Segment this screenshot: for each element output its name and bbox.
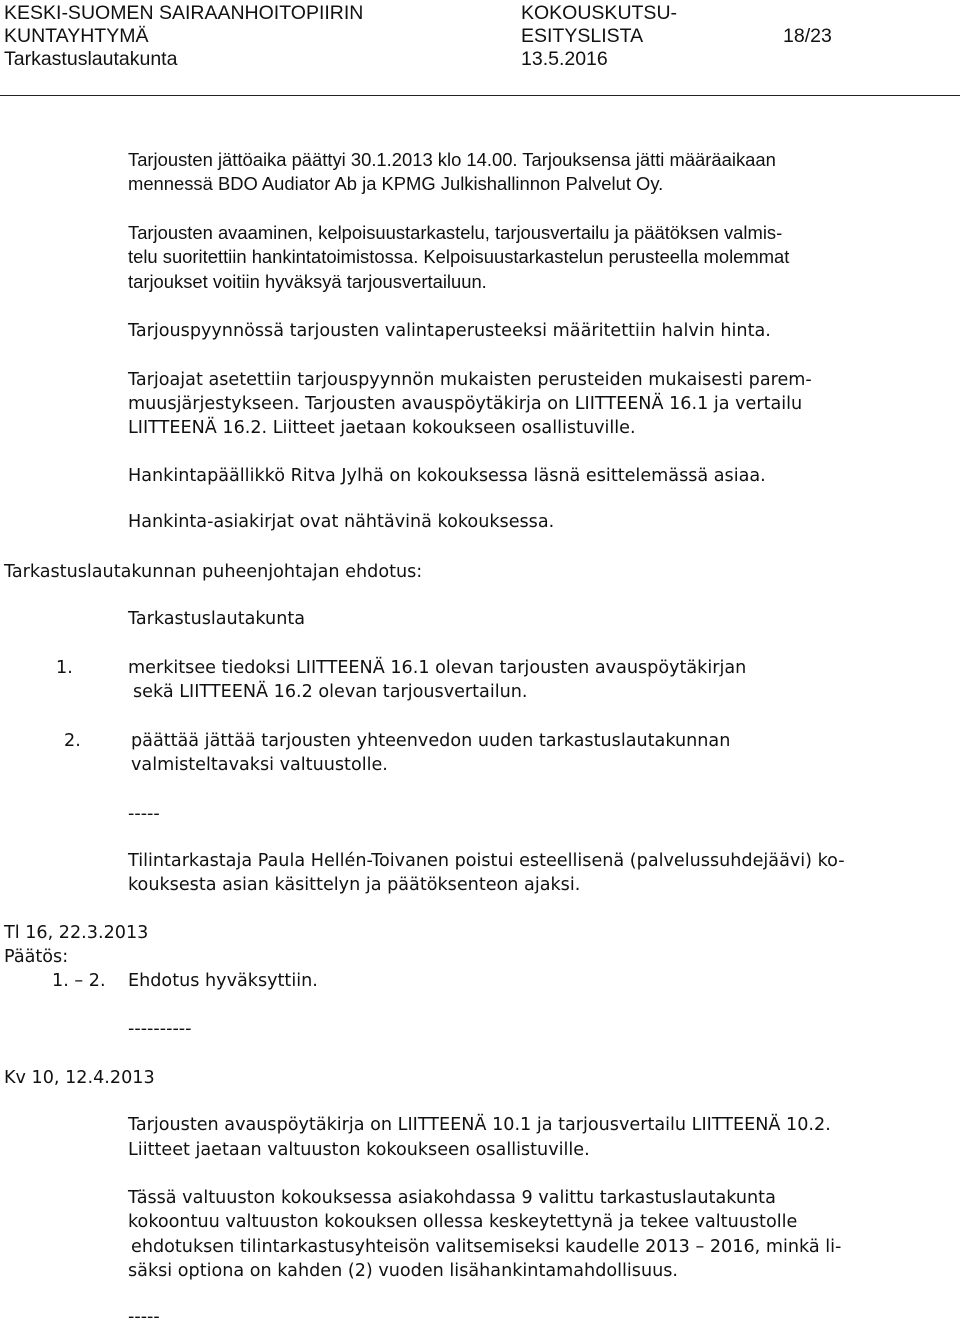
separator: ----- bbox=[128, 1307, 160, 1327]
doc-type-line1: KOKOUSKUTSU- bbox=[521, 2, 678, 24]
org-name-line1: KESKI-SUOMEN SAIRAANHOITOPIIRIN bbox=[4, 2, 364, 24]
paragraph-line: Tarjoajat asetettiin tarjouspyynnön mukaisten perusteiden mukaisesti parem- bbox=[128, 370, 812, 390]
meeting-reference: Kv 10, 12.4.2013 bbox=[4, 1068, 155, 1088]
paragraph-line: tarjoukset voitiin hyväksyä tarjousvertailuun. bbox=[128, 271, 487, 292]
paragraph-line: Tarjousten avauspöytäkirja on LIITTEENÄ 10.1 ja tarjousvertailu LIITTEENÄ 10.2. bbox=[128, 1115, 831, 1135]
doc-type-line2: ESITYSLISTA bbox=[521, 25, 644, 47]
paragraph-line: kokoontuu valtuuston kokouksen ollessa keskeytettynä ja tekee valtuustolle bbox=[128, 1212, 798, 1232]
paragraph-line: Tässä valtuuston kokouksessa asiakohdassa 9 valittu tarkastuslautakunta bbox=[128, 1188, 776, 1208]
paragraph-line: Hankintapäällikkö Ritva Jylhä on kokouksessa läsnä esittelemässä asiaa. bbox=[128, 466, 766, 486]
header-body-name: Tarkastuslautakunta bbox=[4, 48, 178, 70]
paragraph-line: muusjärjestykseen. Tarjousten avauspöytäkirja on LIITTEENÄ 16.1 ja vertailu bbox=[128, 394, 803, 414]
item-number: 2. bbox=[64, 731, 81, 751]
header-date: 13.5.2016 bbox=[521, 48, 608, 70]
paragraph-line: ehdotuksen tilintarkastusyhteisön valitsemiseksi kaudelle 2013 – 2016, minkä li- bbox=[131, 1237, 842, 1257]
paragraph-line: Tarjousten jättöaika päättyi 30.1.2013 klo 14.00. Tarjouksensa jätti määräaikaan bbox=[128, 149, 776, 170]
separator: ---------- bbox=[128, 1019, 192, 1039]
proposal-heading: Tarkastuslautakunnan puheenjohtajan ehdotus: bbox=[4, 562, 423, 582]
paragraph-line: Tarjousten avaaminen, kelpoisuustarkastelu, tarjousvertailu ja päätöksen valmis- bbox=[128, 222, 783, 243]
item-number: 1. bbox=[56, 658, 73, 678]
paragraph-line: säksi optiona on kahden (2) vuoden lisähankintamahdollisuus. bbox=[128, 1261, 679, 1281]
proposal-subject: Tarkastuslautakunta bbox=[128, 609, 306, 629]
paragraph-line: mennessä BDO Audiator Ab ja KPMG Julkishallinnon Palvelut Oy. bbox=[128, 173, 664, 194]
list-item: sekä LIITTEENÄ 16.2 olevan tarjousvertailun. bbox=[133, 682, 528, 702]
page-header bbox=[0, 0, 960, 96]
paragraph-line: telu suoritettiin hankintatoimistossa. Kelpoisuustarkastelun perusteella molemmat bbox=[128, 246, 790, 267]
separator: ----- bbox=[128, 804, 160, 824]
paragraph-line: Tilintarkastaja Paula Hellén-Toivanen poistui esteellisenä (palvelussuhdejäävi) ko- bbox=[128, 851, 845, 871]
paragraph-line: Liitteet jaetaan valtuuston kokoukseen osallistuville. bbox=[128, 1140, 590, 1160]
paragraph-line: Tarjouspyynnössä tarjousten valintaperusteeksi määritettiin halvin hinta. bbox=[128, 321, 771, 341]
decision-text: Ehdotus hyväksyttiin. bbox=[128, 971, 318, 991]
list-item: merkitsee tiedoksi LIITTEENÄ 16.1 olevan tarjousten avauspöytäkirjan bbox=[128, 658, 747, 678]
list-item: valmisteltavaksi valtuustolle. bbox=[131, 755, 388, 775]
paragraph-line: LIITTEENÄ 16.2. Liitteet jaetaan kokoukseen osallistuville. bbox=[128, 418, 636, 438]
list-item: päättää jättää tarjousten yhteenvedon uuden tarkastuslautakunnan bbox=[131, 731, 731, 751]
org-name-line2: KUNTAYHTYMÄ bbox=[4, 25, 149, 47]
paragraph-line: Hankinta-asiakirjat ovat nähtävinä kokouksessa. bbox=[128, 512, 555, 532]
page-number: 18/23 bbox=[783, 25, 832, 47]
paragraph-line: kouksesta asian käsittelyn ja päätöksenteon ajaksi. bbox=[128, 875, 581, 895]
decision-label: Päätös: bbox=[4, 947, 69, 967]
meeting-reference: Tl 16, 22.3.2013 bbox=[4, 923, 149, 943]
header-divider bbox=[0, 95, 960, 96]
decision-item-numbers: 1. – 2. bbox=[52, 971, 106, 991]
